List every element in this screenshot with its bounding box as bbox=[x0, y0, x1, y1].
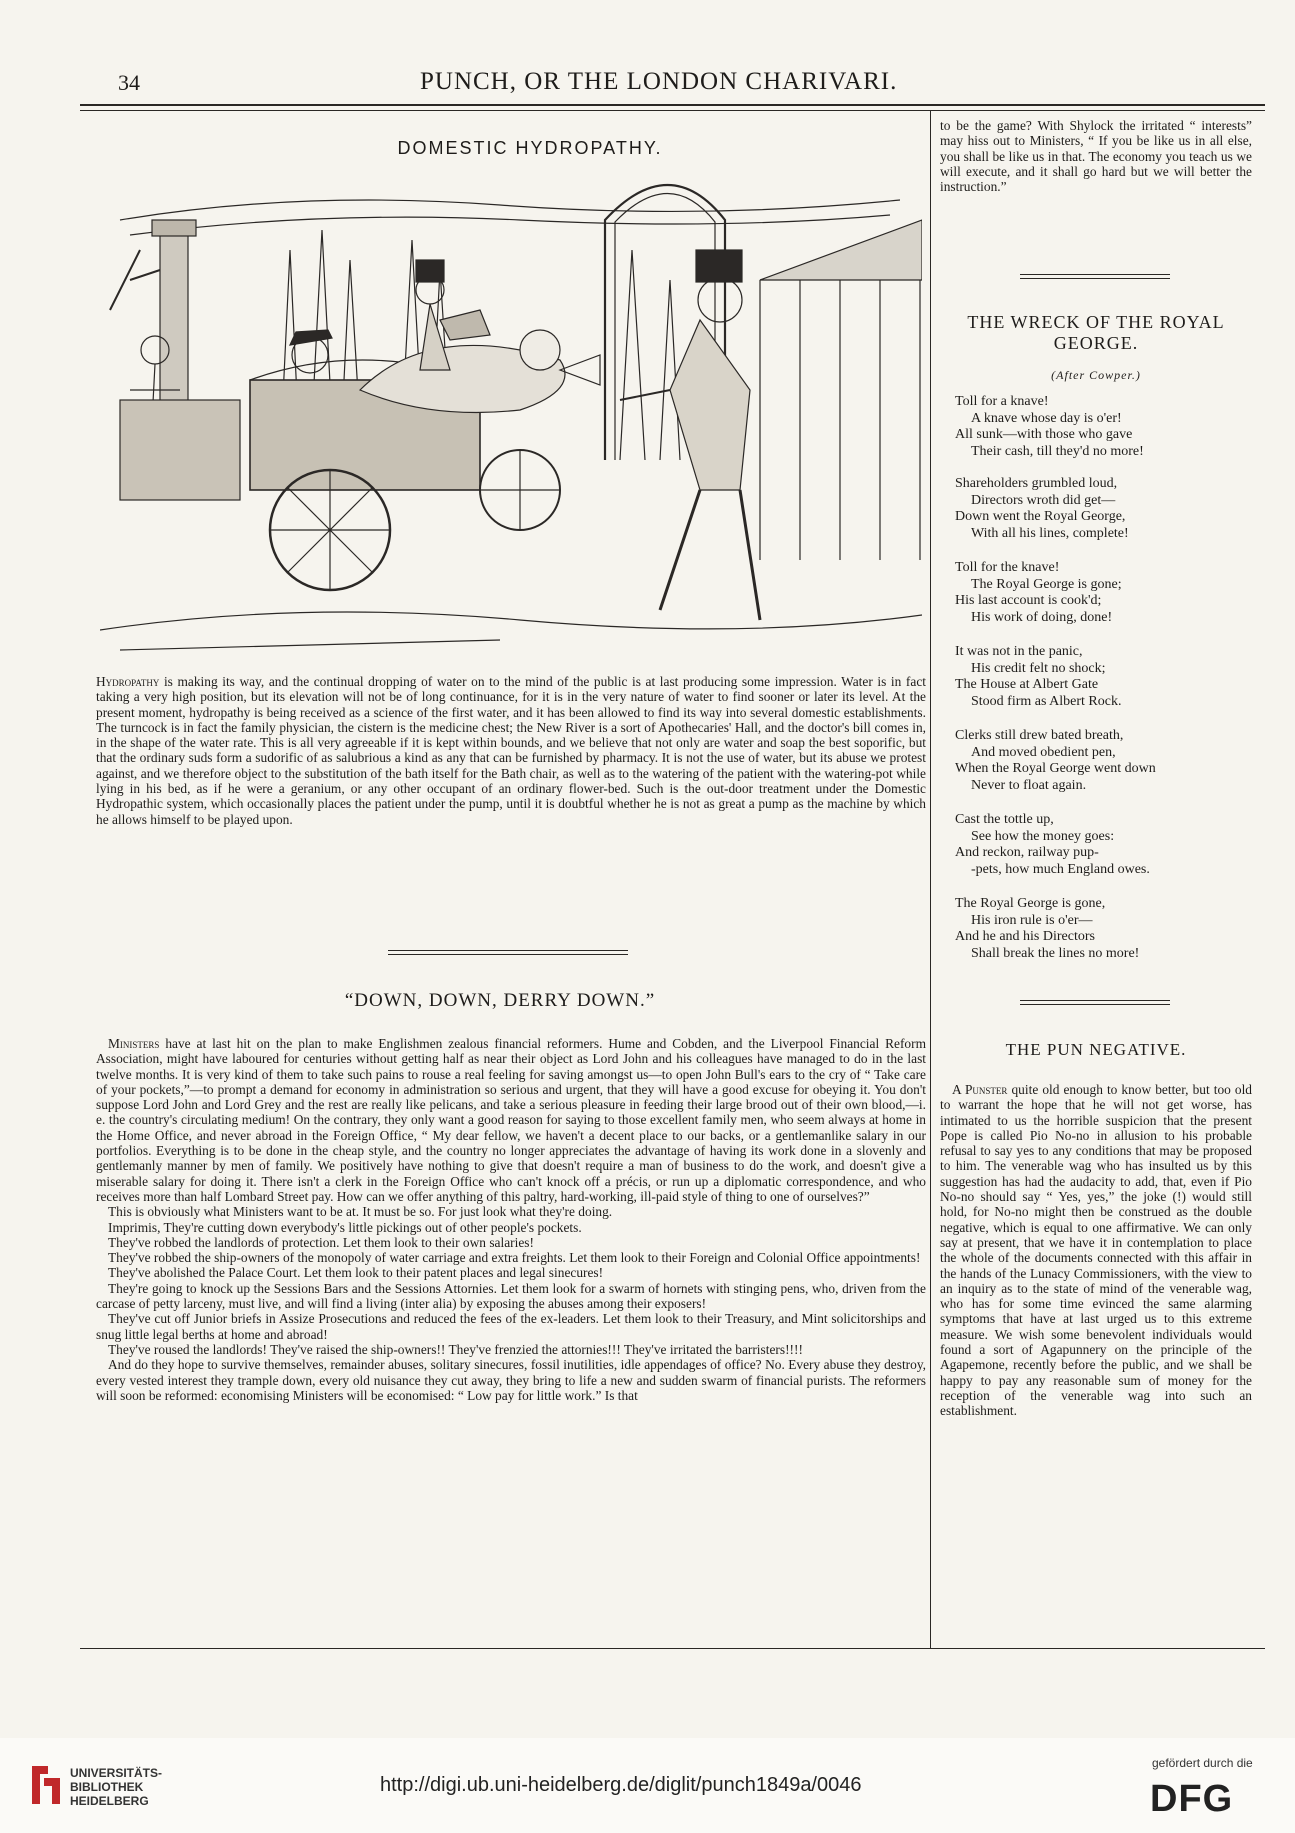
page-header bbox=[80, 64, 1265, 106]
wreck-after: (After Cowper.) bbox=[1051, 368, 1141, 382]
stanza-2-line-3: Down went the Royal George, bbox=[955, 509, 1126, 524]
derry-down-title: “DOWN, DOWN, DERRY DOWN.” bbox=[344, 990, 656, 1011]
page-number: 34 bbox=[118, 70, 140, 95]
stanza-3-line-4: His work of doing, done! bbox=[971, 609, 1113, 625]
stanza-5-line-4: Never to float again. bbox=[971, 777, 1087, 793]
stanza-4-line-4: Stood firm as Albert Rock. bbox=[971, 693, 1122, 709]
stanza-6-line-3: And reckon, railway pup- bbox=[955, 845, 1099, 860]
stanza-5-line-1: Clerks still drew bated breath, bbox=[955, 728, 1124, 743]
wreck-title: THE WRECK OF THE ROYAL GEORGE. bbox=[967, 312, 1225, 353]
stanza-2 bbox=[955, 476, 1255, 542]
library-name bbox=[70, 1766, 162, 1808]
derry-p10: And do they hope to survive themselves, remainder abuses, solitary sinecures, fossil inutilities, idle appendages of office? No. Every abuse they destroy, every vested interest they trample down, every old nuisance they cut away, they bring to life a new and sudden swarm of financial purists. The reformers will soon be reformed: economising Ministers will be economised: “ Low pay for little work.” Is that bbox=[96, 1357, 926, 1403]
page-bottom-rule bbox=[80, 1648, 1265, 1649]
derry-lead: Ministers bbox=[108, 1036, 160, 1051]
stanza-6-line-4: -pets, how much England owes. bbox=[971, 861, 1150, 877]
derry-p9: They've roused the landlords! They've raised the ship-owners!! They've frenzied the attornies!!! They've irritated the barristers!!!! bbox=[108, 1341, 803, 1357]
stanza-4 bbox=[955, 644, 1255, 710]
stanza-7-line-2: His iron rule is o'er— bbox=[971, 912, 1093, 928]
stanza-5-line-3: When the Royal George went down bbox=[955, 761, 1156, 776]
derry-p7: They're going to knock up the Sessions Bars and the Sessions Attornies. Let them look for a swarm of hornets with stinging pens, who, driven from the carcase of petty larceny, must live, and will find a living (inter alia) by exposing the abuses among their exposers! bbox=[96, 1280, 926, 1312]
right-divider bbox=[1020, 274, 1170, 275]
stanza-4-line-1: It was not in the panic, bbox=[955, 644, 1083, 659]
stanza-1 bbox=[955, 394, 1255, 460]
stanza-1-line-4: Their cash, till they'd no more! bbox=[971, 443, 1144, 459]
running-head: PUNCH, OR THE LONDON CHARIVARI. bbox=[420, 68, 898, 95]
library-name-line-1: UNIVERSITÄTS- bbox=[70, 1766, 163, 1780]
section-divider bbox=[388, 950, 628, 951]
stanza-1-line-3: All sunk—with those who gave bbox=[955, 427, 1133, 442]
derry-p4: They've robbed the landlords of protection. Let them look to their own salaries! bbox=[108, 1234, 534, 1250]
domestic-hydropathy-engraving bbox=[100, 160, 922, 662]
derry-p6: They've abolished the Palace Court. Let them look to their patent places and legal sinecures! bbox=[108, 1265, 604, 1281]
library-name-line-2: BIBLIOTHEK bbox=[70, 1780, 144, 1794]
right-divider-4 bbox=[1020, 1004, 1170, 1005]
library-name-line-3: HEIDELBERG bbox=[70, 1794, 149, 1808]
stanza-7 bbox=[955, 896, 1255, 962]
right-divider-3 bbox=[1020, 1000, 1170, 1001]
pun-article bbox=[940, 1082, 1252, 1419]
pun-text: quite old enough to know better, but too old to warrant the hope that he will not get worse, has intimated to us the horrible suspicion that the present Pope is called Pio No-no in allusion to his probable refusal to say yes to any conditions that may be proposed to him. The venerable wag who has insulted us by this suggestion has had the audacity to add, that, even if Pio No-no should say “ Yes, yes,” the joke (!) would still hold, for No-no might then be construed as the double negative, which is equal to one affirmative. We can only say at present, that we have it in contemplation to place the whole of the documents connected with this affair in the hands of the Lunacy Commissioners, with the view to an inquiry as to the state of mind of the venerable wag, who has for some time evinced the same alarming symptoms that have at last urged us to this extreme measure. We wish some benevolent individuals would found a sort of Agapunnery on the principle of the Agapemone, recently before the public, and we shall be happy to pay any reasonable sum of money for the reception of the venerable wag into such an establishment. bbox=[940, 1082, 1252, 1419]
dfg-logo: DFG bbox=[1150, 1778, 1234, 1820]
funding-note: gefördert durch die bbox=[1152, 1756, 1253, 1770]
stanza-4-line-2: His credit felt no shock; bbox=[971, 660, 1106, 676]
illustration-title: DOMESTIC HYDROPATHY. bbox=[397, 138, 663, 158]
derry-p1-text: have at last hit on the plan to make Englishmen zealous financial reformers. Hume and Cobden, and the Liverpool Financial Reform Association, might have laboured for centuries without getting half as near their object as Lord John and his colleagues have managed to do in the last twelve months. It is very kind of them to take such pains to rouse a real feeling for saving amongst us—to open John Bull's ears to the cry of “ Take care of your pockets,”—to prompt a demand for economy in administration so serious and urgent, that they will have a good excuse for obeying it. You don't suppose Lord John and Lord Grey and the rest are really like pelicans, and take a serious pleasure in feeding their large brood out of their own blood,—i. e. the country's circulating medium! On the contrary, they only want a good reason for saying to those excellent family men, who seem always at home in the Home Office, and never abroad in the Foreign Office, “ My dear fellow, we haven't a decent place to our backs, or a gentlemanlike salary in our portfolios. Everything is to be done in the cheap style, and the country no longer appreciates the advantage of having its work done in a slovenly and gentlemanly manner by men of family. We positively have nothing to give that doesn't require a man of business to do the work, and doesn't give a miserable salary for doing it. There isn't a clerk in the Foreign Office who can't knock off a précis, or run up a diplomatic correspondence, and who receives more than half Lombard Street pay. How can we offer anything of this paltry, hard-working, ill-paid style of thing to one of ourselves?” bbox=[96, 1036, 926, 1204]
header-rule bbox=[80, 110, 1265, 111]
continued-paragraph: to be the game? With Shylock the irritated “ interests” may hiss out to Ministers, “ If you be like us in all else, you shall be like us in that. The economy you teach us we will execute, and it shall go hard but we will better the instruction.” bbox=[940, 118, 1252, 195]
derry-p8: They've cut off Junior briefs in Assize Prosecutions and reduced the fees of the ex-leaders. Let them look to their Treasury, and Mint solicitorships and snug little legal berths at home and abroad! bbox=[96, 1311, 926, 1342]
stanza-2-line-2: Directors wroth did get— bbox=[971, 492, 1116, 508]
derry-down-article bbox=[96, 1036, 926, 1403]
stanza-3 bbox=[955, 560, 1255, 626]
stanza-2-line-4: With all his lines, complete! bbox=[971, 525, 1129, 541]
stanza-7-line-1: The Royal George is gone, bbox=[955, 896, 1106, 911]
stanza-4-line-3: The House at Albert Gate bbox=[955, 677, 1099, 692]
hydropathy-article bbox=[96, 674, 926, 827]
right-divider-2 bbox=[1020, 278, 1170, 279]
stanza-6-line-2: See how the money goes: bbox=[971, 828, 1115, 844]
stanza-6-line-1: Cast the tottle up, bbox=[955, 812, 1054, 827]
permalink[interactable]: http://digi.ub.uni-heidelberg.de/diglit/punch1849a/0046 bbox=[380, 1774, 862, 1796]
stanza-3-line-2: The Royal George is gone; bbox=[971, 576, 1122, 592]
digitization-footer bbox=[0, 1738, 1295, 1833]
derry-p5: They've robbed the ship-owners of the monopoly of water carriage and extra freights. Let them look to their Foreign and Colonial Office appointments! bbox=[108, 1250, 921, 1266]
library-logo-icon bbox=[28, 1762, 64, 1808]
stanza-5-line-2: And moved obedient pen, bbox=[971, 744, 1116, 760]
stanza-5 bbox=[955, 728, 1255, 794]
derry-p3: Imprimis, They're cutting down everybody's little pickings out of other people's pockets. bbox=[108, 1219, 582, 1235]
hydropathy-text: is making its way, and the continual dropping of water on to the mind of the public is at last producing some impression. Water is in fact taking a very high position, but its elevation will not be of long continuance, for it is in the very nature of water to find sooner or later its level. At the present moment, hydropathy is being received as a science of the first water, and it has been allowed to find its way into several domestic establishments. The turncock is in fact the family physician, the cistern is the medicine chest; the New River is a sort of Apothecaries' Hall, and the doctor's bill comes in, in the shape of the water rate. This is all very agreeable if it is kept within bounds, and we believe that not only are water and soap the best soporific, but that the ordinary suds form a sudorific of as salubrious a kind as any that can be furnished by pharmacy. It is not the use of water, but its abuse we protest against, and we therefore object to the substitution of the bath itself for the Bath chair, as well as to the watering of the patient with the watering-pot while lying in his bed, as if he were a geranium, or any other occupant of an ordinary flower-bed. Such is the out-door treatment under the Domestic Hydropathic system, which occasionally places the patient under the pump, until it is doubtful whether he is not as great a pump as the machine by which he allows himself to be played upon. bbox=[96, 674, 926, 827]
stanza-1-line-2: A knave whose day is o'er! bbox=[971, 410, 1122, 426]
derry-p1 bbox=[96, 1036, 926, 1204]
stanza-3-line-1: Toll for the knave! bbox=[955, 560, 1060, 575]
stanza-6 bbox=[955, 812, 1255, 878]
stanza-7-line-3: And he and his Directors bbox=[955, 929, 1095, 944]
stanza-7-line-4: Shall break the lines no more! bbox=[971, 945, 1140, 961]
stanza-2-line-1: Shareholders grumbled loud, bbox=[955, 476, 1118, 491]
derry-p2: This is obviously what Ministers want to be at. It must be so. For just look what they're doing. bbox=[108, 1204, 613, 1220]
column-divider bbox=[930, 110, 931, 1648]
pun-lead: A Punster bbox=[952, 1082, 1008, 1097]
hydropathy-lead: Hydropathy bbox=[96, 674, 160, 689]
pun-title: THE PUN NEGATIVE. bbox=[1005, 1040, 1187, 1059]
section-divider-2 bbox=[388, 954, 628, 955]
stanza-3-line-3: His last account is cook'd; bbox=[955, 593, 1102, 608]
stanza-1-line-1: Toll for a knave! bbox=[955, 394, 1049, 409]
